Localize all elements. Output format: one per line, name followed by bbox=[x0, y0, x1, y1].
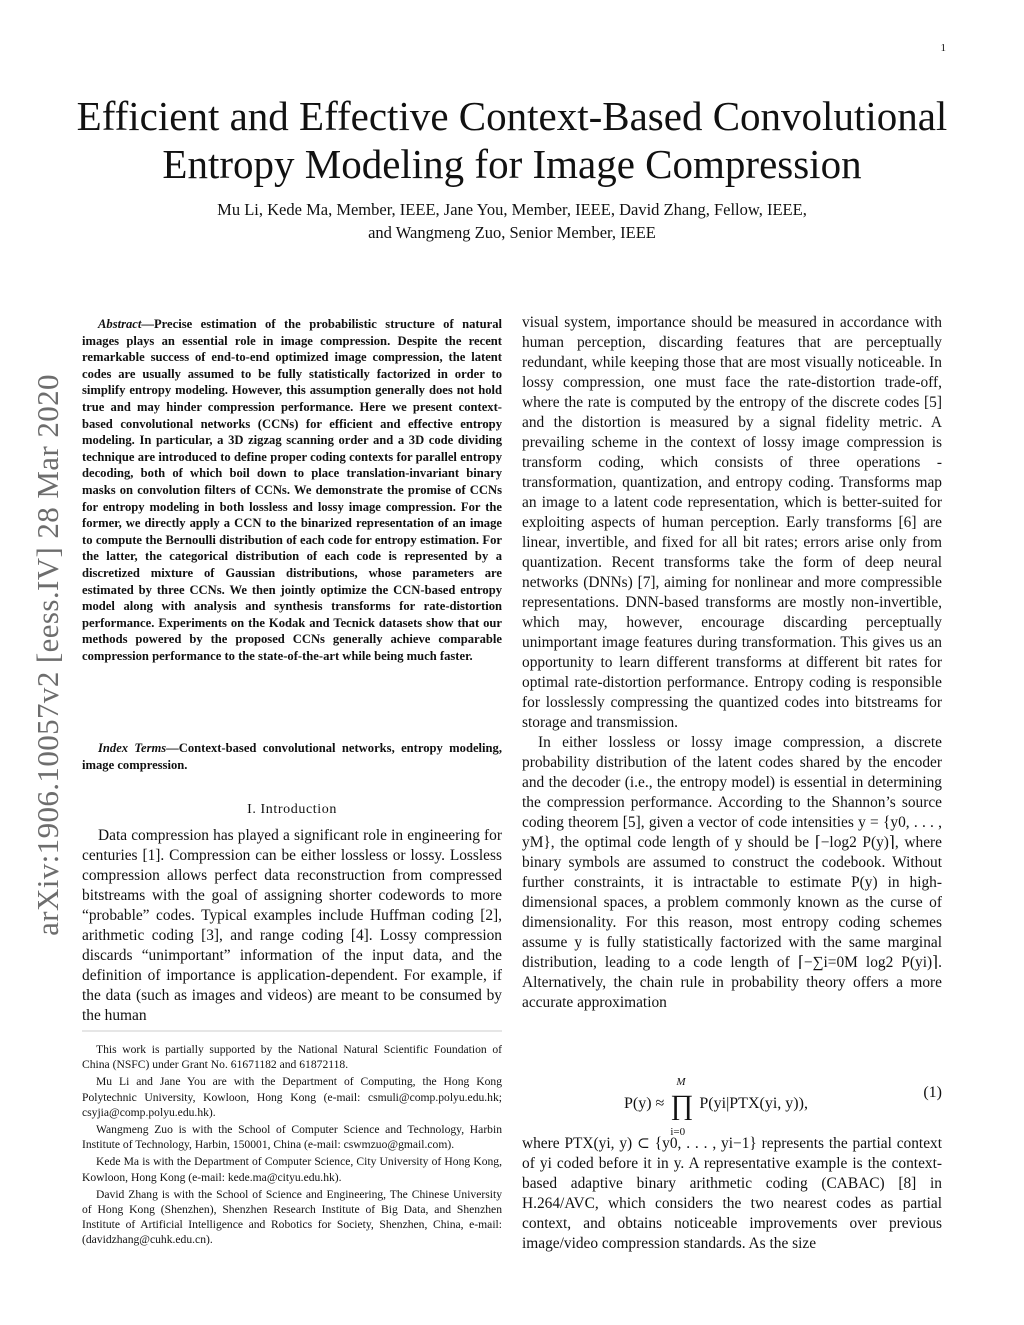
product-operator: ∏ M i=0 bbox=[670, 1076, 694, 1138]
equation-rhs: P(yi|PTX(yi, y)), bbox=[699, 1095, 808, 1112]
equation-lhs: P(y) ≈ bbox=[624, 1095, 665, 1112]
abstract bbox=[82, 316, 502, 664]
abstract-lead: Abstract bbox=[98, 317, 142, 331]
footnote-rule bbox=[82, 1030, 502, 1032]
paper-title bbox=[60, 92, 964, 188]
right-column-lower bbox=[522, 1134, 942, 1254]
equation-body bbox=[624, 1076, 808, 1138]
index-terms-lead: Index Terms bbox=[98, 741, 167, 755]
title-line-2: Entropy Modeling for Image Compression bbox=[162, 141, 862, 187]
product-lower-limit: i=0 bbox=[670, 1126, 686, 1138]
index-terms bbox=[82, 740, 502, 773]
abstract-text: —Precise estimation of the probabilistic structure of natural images plays an essential role in image compression. Despite the recent remarkable success of end-to-end optimized image compression, the latent codes are usually assumed to be fully statistically factorized in order to simplify entropy modeling. However, this assumption generally does not hold true and may hinder compression performance. Here we present context-based convolutional networks (CCNs) for efficient and effective entropy modeling. In particular, a 3D zigzag scanning order and a 3D code dividing technique are introduced to define proper coding contexts for parallel entropy decoding, both of which boil down to place translation-invariant binary masks on convolution filters of CCNs. We demonstrate the promise of CCNs for entropy modeling in both lossless and lossy image compression. For the former, we directly apply a CCN to the binarized representation of an image to compute the Bernoulli distribution of each code for entropy estimation. For the latter, the categorical distribution of each code is represented by a discretized mixture of Gaussian distributions, whose parameters are estimated by three CCNs. We then jointly optimize the CCN-based entropy model along with analysis and synthesis transforms for rate-distortion performance. Experiments on the Kodak and Tecnick datasets show that our methods powered by the proposed CCNs generally achieve comparable compression performance to the state-of-the-art while being much faster. bbox=[82, 317, 502, 663]
arxiv-sidebar bbox=[0, 0, 65, 1325]
right-paragraph-2: In either lossless or lossy image compression, a discrete probability distribution of the latent codes shared by the encoder and the decoder (i.e., the entropy model) is essential in determining the compression performance. According to the Shannon’s source coding theorem [5], given a vector of code intensities y = {y0, . . . , yM}, the optimal code length of y should be ⌈−log2 P(y)⌉, where binary symbols are assumed to construct the codebook. Without further constraints, it is intractable to estimate P(y) in high-dimensional spaces, a problem commonly known as the curse of dimensionality. For this reason, most entropy coding schemes assume y is fully statistically factorized with the same marginal distribution, leading to a code length of ⌈−∑i=0M log2 P(yi)⌉. Alternatively, the chain rule in probability theory offers a more accurate approximation bbox=[522, 734, 942, 1011]
arxiv-identifier[interactable]: arXiv:1906.10057v2 [eess.IV] 28 Mar 2020 bbox=[30, 374, 65, 936]
authors-line-1: Mu Li, Kede Ma, Member, IEEE, Jane You, Member, IEEE, David Zhang, Fellow, IEEE, bbox=[217, 200, 807, 219]
equation-number: (1) bbox=[923, 1084, 942, 1101]
right-paragraph-1: visual system, importance should be measured in accordance with human perception, discarding features that are perceptually redundant, while keeping those that are most visually noticeable. In lossy compression, one must face the rate-distortion trade-off, where the rate is computed by the entropy of the discrete codes [5] and the distortion is measured by a signal fidelity metric. A prevailing scheme in the context of lossy image compression is transform coding, which consists of three operations - transformation, quantization, and entropy coding. Transforms map an image to a latent code representation, which is better-suited for exploiting aspects of human perception. Early transforms [6] are linear, invertible, and fixed for all bit rates; errors arise only from quantization. Recent transforms take the form of deep neural networks (DNNs) [7], aiming for nonlinear and more compressible representations. DNN-based transforms are mostly non-invertible, which may, however, encourage discarding perceptually unimportant image features during transformation. This gives us an opportunity to learn different transforms at different bit rates for optimal rate-distortion performance. Entropy coding is responsible for losslessly compressing the quantized codes into bitstreams for storage and transmission. bbox=[522, 314, 942, 731]
authors-line-2: and Wangmeng Zuo, Senior Member, IEEE bbox=[368, 223, 656, 242]
section-heading-introduction: I. Introduction bbox=[247, 802, 337, 817]
index-terms-text: —Context-based convolutional networks, entropy modeling, image compression. bbox=[82, 741, 502, 772]
introduction-paragraph: Data compression has played a significant role in engineering for centuries [1]. Compression can be either lossless or lossy. Lossless compression allows perfect data reconstruction from compressed bitstreams with the goal of assigning shorter codewords to more “probable” codes. Typical examples include Huffman coding [2], arithmetic coding [3], and range coding [4]. Lossy compression discards “unimportant” information of the input data, and the definition of importance is application-dependent. For example, if the data (such as images and videos) are meant to be consumed by the human bbox=[82, 827, 502, 1024]
title-line-1: Efficient and Effective Context-Based Convolutional bbox=[76, 93, 948, 139]
footnote-funding: This work is partially supported by the National Natural Scientific Foundation of China (NSFC) under Grant No. 61671182 and 61872118. bbox=[82, 1043, 502, 1072]
equation-1 bbox=[522, 1066, 942, 1138]
footnote-li-you: Mu Li and Jane You are with the Department of Computing, the Hong Kong Polytechnic University, Kowloon, Hong Kong (e-mail: csmuli@comp.polyu.edu.hk; csyjia@comp.polyu.edu.hk). bbox=[82, 1075, 502, 1119]
footnote-ma: Kede Ma is with the Department of Computer Science, City University of Hong Kong, Kowloon, Hong Kong (e-mail: kede.ma@cityu.edu.hk). bbox=[82, 1155, 502, 1184]
right-paragraph-3: where PTX(yi, y) ⊂ {y0, . . . , yi−1} represents the partial context of yi coded before it in y. A representative example is the context-based adaptive binary arithmetic coding (CABAC) [8] in H.264/AVC, which considers the two nearest codes as partial context, and obtains noticeable improvements over previous image/video compression standards. As the size bbox=[522, 1135, 942, 1252]
footnotes bbox=[82, 1042, 502, 1250]
footnote-zhang: David Zhang is with the School of Science and Engineering, The Chinese University of Hong Kong (Shenzhen), Shenzhen Research Institute of Big Data, and Shenzhen Institute of Artificial Intelligence and Robotics for Society, Shenzhen, China, e-mail: (davidzhang@cuhk.edu.cn). bbox=[82, 1187, 502, 1247]
footnote-zuo: Wangmeng Zuo is with the School of Computer Science and Technology, Harbin Institute of Technology, Harbin, 150001, China (e-mail: cswmzuo@gmail.com). bbox=[82, 1123, 502, 1152]
product-upper-limit: M bbox=[676, 1076, 686, 1088]
page-number: 1 bbox=[940, 42, 946, 54]
right-column-upper bbox=[522, 313, 942, 1013]
author-list bbox=[60, 198, 964, 244]
